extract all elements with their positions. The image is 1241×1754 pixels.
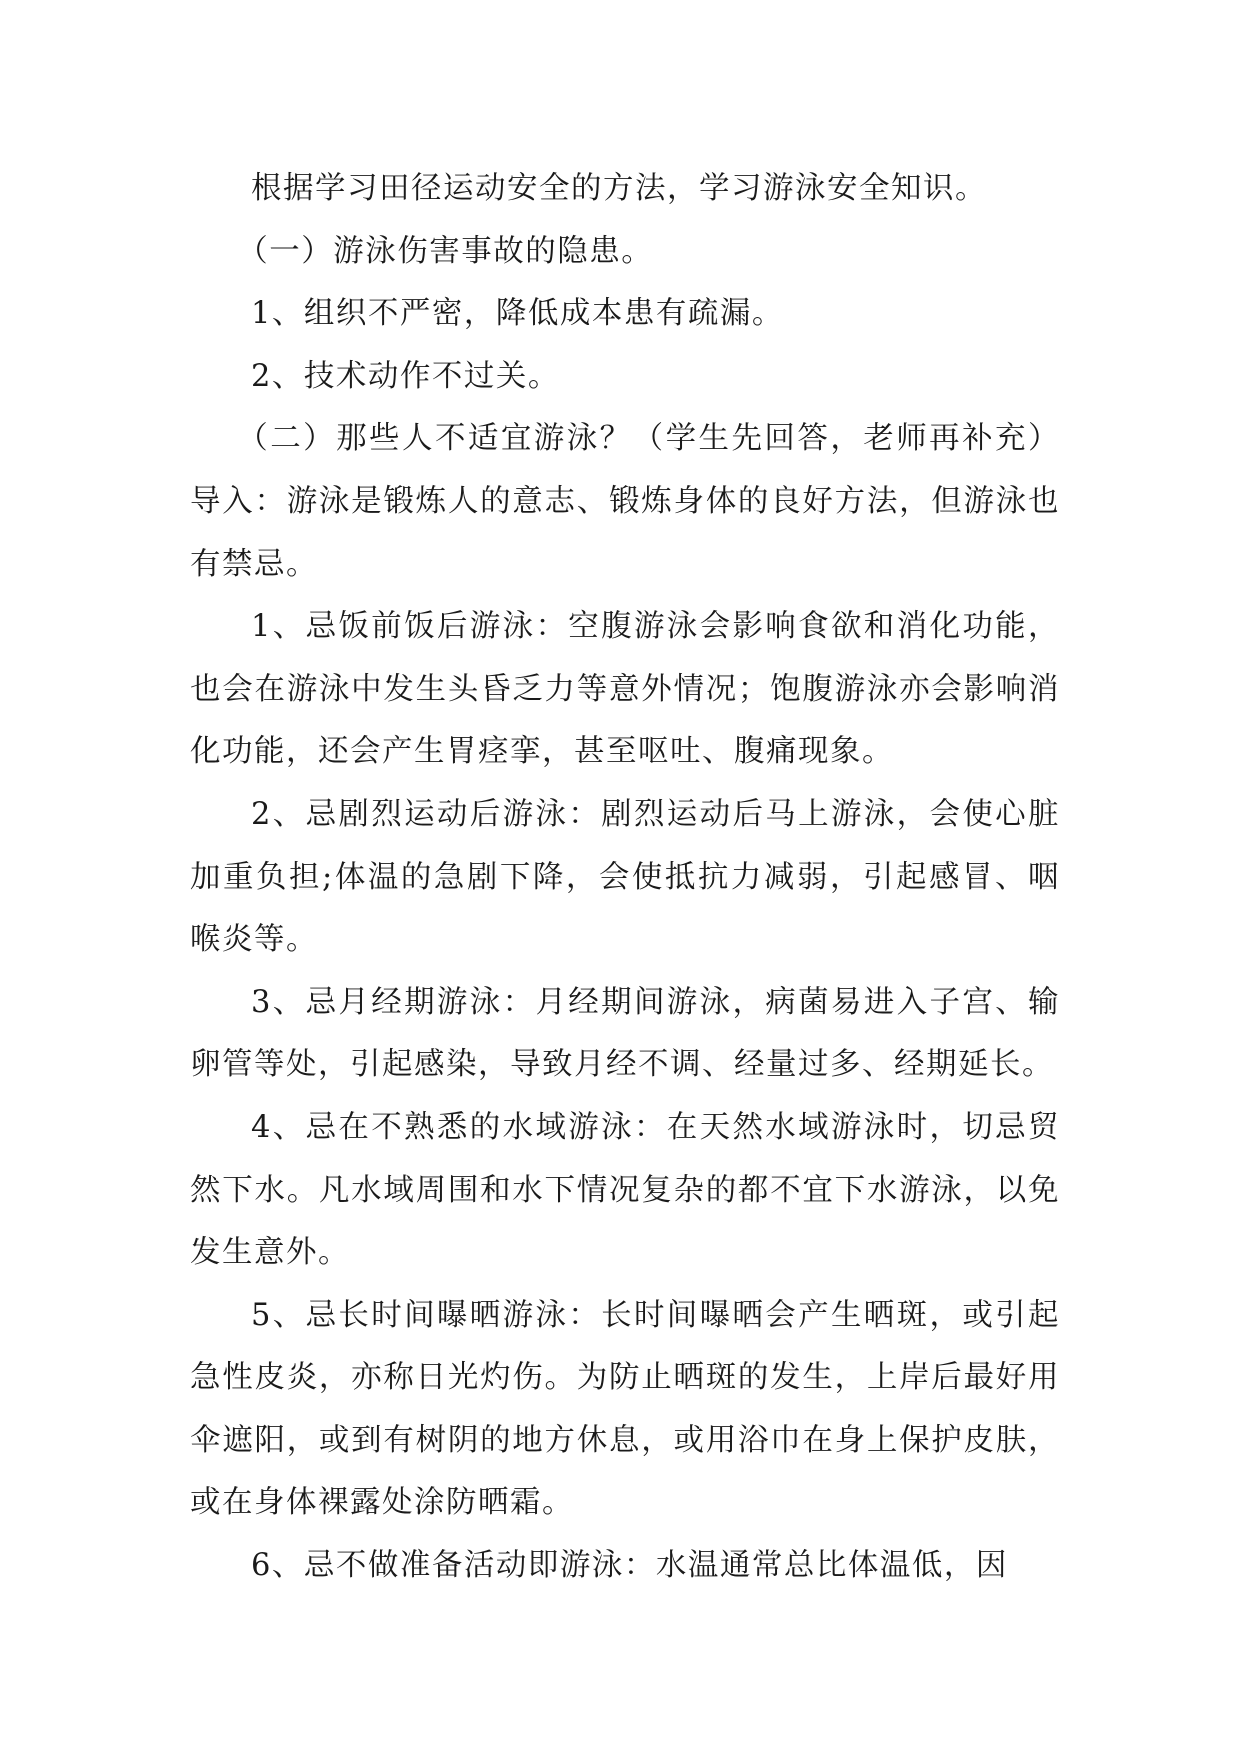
document-body — [190, 158, 1060, 1598]
section-heading-unsuitable: （二）那些人不适宜游泳？（学生先回答，老师再补充）导入：游泳是锻炼人的意志、锻炼身体的良好方法，但游泳也有禁忌。 — [190, 421, 1060, 582]
list-item-hazard-1: 1、组织不严密，降低成本患有疏漏。 — [251, 296, 784, 332]
section-heading-hazards: （一）游泳伤害事故的隐患。 — [237, 233, 654, 269]
list-item-taboo-4: 4、忌在不熟悉的水域游泳：在天然水域游泳时，切忌贸然下水。凡水域周围和水下情况复杂的都不宜下水游泳，以免发生意外。 — [190, 1109, 1060, 1271]
paragraph-intro: 根据学习田径运动安全的方法，学习游泳安全知识。 — [251, 171, 987, 206]
list-item-taboo-5: 5、忌长时间曝晒游泳：长时间曝晒会产生晒斑，或引起急性皮炎，亦称日光灼伤。为防止晒斑的发生，上岸后最好用伞遮阳，或到有树阴的地方休息，或用浴巾在身上保护皮肤，或在身体裸露处涂防晒霜。 — [190, 1297, 1060, 1521]
list-item-taboo-1: 1、忌饭前饭后游泳：空腹游泳会影响食欲和消化功能，也会在游泳中发生头昏乏力等意外情况；饱腹游泳亦会影响消化功能，还会产生胃痉挛，甚至呕吐、腹痛现象。 — [190, 609, 1060, 770]
list-item-hazard-2: 2、技术动作不过关。 — [251, 358, 560, 394]
list-item-taboo-6: 6、忌不做准备活动即游泳：水温通常总比体温低，因 — [251, 1548, 1008, 1584]
list-item-taboo-2: 2、忌剧烈运动后游泳：剧烈运动后马上游泳，会使心脏加重负担;体温的急剧下降，会使抵抗力减弱，引起感冒、咽喉炎等。 — [190, 796, 1060, 958]
list-item-taboo-3: 3、忌月经期游泳：月经期间游泳，病菌易进入子宫、输卵管等处，引起感染，导致月经不调、经量过多、经期延长。 — [190, 984, 1060, 1083]
